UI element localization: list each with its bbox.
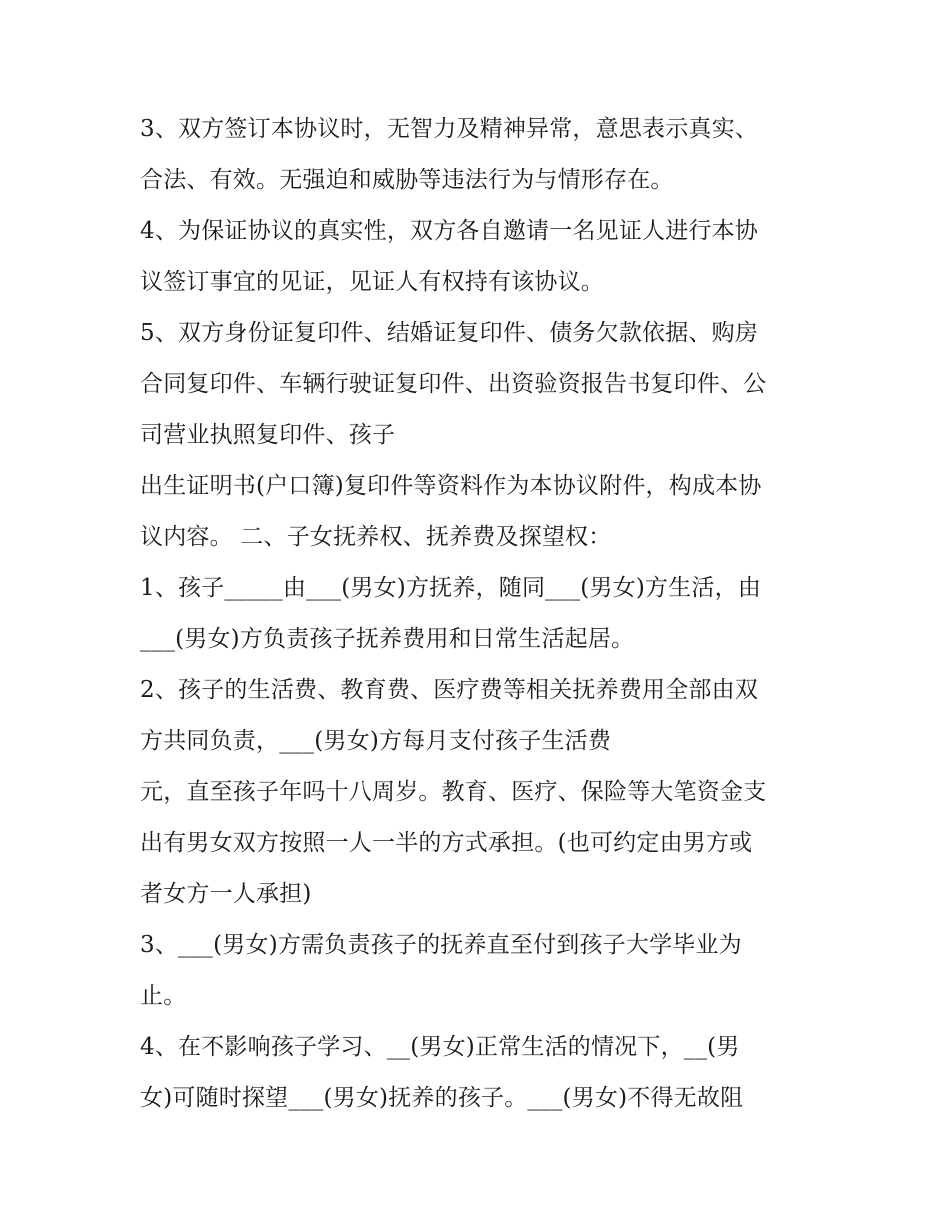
text-line: 方共同负责，___(男女)方每月支付孩子生活费 [140, 728, 612, 754]
text-line: 止。 [140, 983, 187, 1009]
text-line: 5、双方身份证复印件、结婚证复印件、债务欠款依据、购房 [140, 320, 759, 346]
text-line: 元，直至孩子年吗十八周岁。教育、医疗、保险等大笔资金支 [140, 779, 767, 805]
text-line: 出生证明书(户口簿)复印件等资料作为本协议附件，构成本协 [140, 473, 762, 499]
text-line: 4、为保证协议的真实性，双方各自邀请一名见证人进行本协 [140, 218, 759, 244]
text-line: 议内容。 二、子女抚养权、抚养费及探望权： [140, 524, 612, 550]
text-line: 4、在不影响孩子学习、__(男女)正常生活的情况下，__(男 [140, 1034, 740, 1060]
text-line: 1、孩子_____由___(男女)方抚养，随同___(男女)方生活，由 [140, 575, 762, 601]
document-body [140, 104, 840, 1124]
text-line: 3、___(男女)方需负责孩子的抚养直至付到孩子大学毕业为 [140, 932, 742, 958]
text-line: 出有男女双方按照一人一半的方式承担。(也可约定由男方或 [140, 830, 753, 856]
text-line: ___(男女)方负责孩子抚养费用和日常生活起居。 [140, 626, 635, 652]
text-line: 3、双方签订本协议时，无智力及精神异常，意思表示真实、 [140, 116, 759, 142]
text-line: 司营业执照复印件、孩子 [140, 422, 396, 448]
text-line: 2、孩子的生活费、教育费、医疗费等相关抚养费用全部由双 [140, 677, 759, 703]
text-line: 者女方一人承担) [140, 881, 312, 907]
text-line: 合同复印件、车辆行驶证复印件、出资验资报告书复印件、公 [140, 371, 767, 397]
text-line: 女)可随时探望___(男女)抚养的孩子。___(男女)不得无故阻 [140, 1085, 744, 1111]
text-line: 合法、有效。无强迫和威胁等违法行为与情形存在。 [140, 167, 674, 193]
text-line: 议签订事宜的见证，见证人有权持有该协议。 [140, 269, 604, 295]
